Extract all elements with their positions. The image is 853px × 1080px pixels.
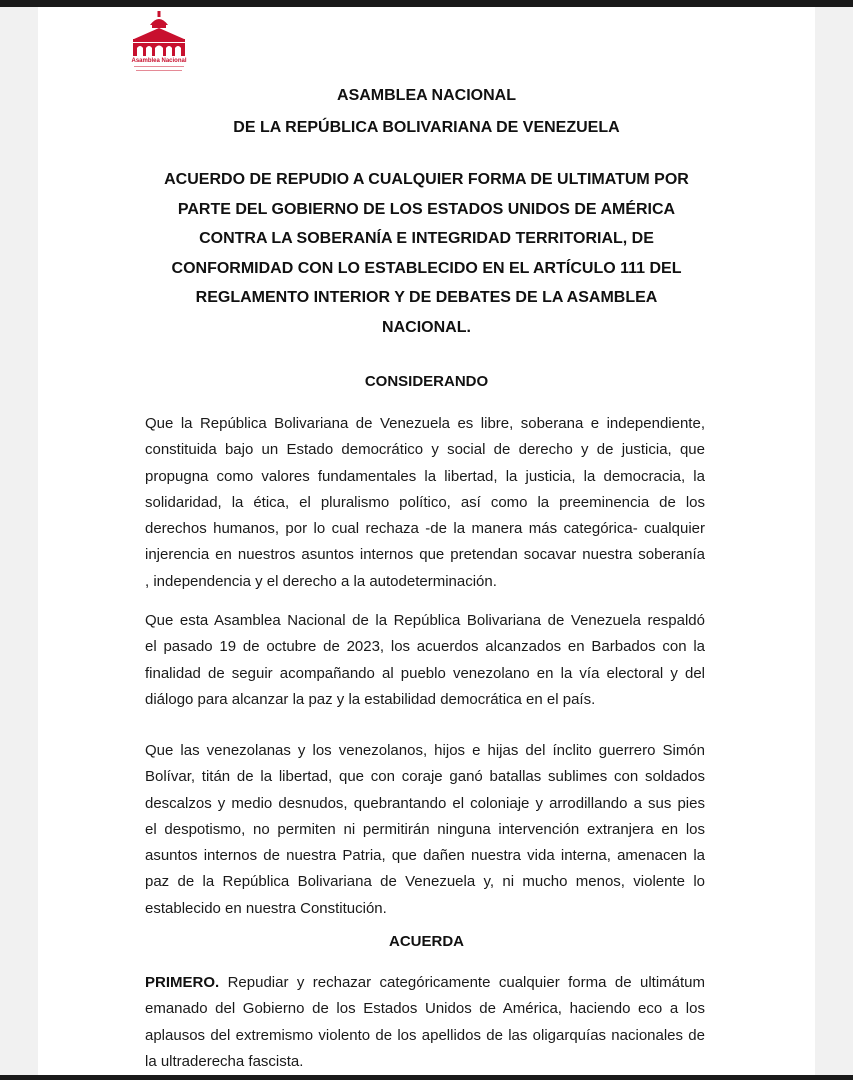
logo-underline [134,66,184,67]
document-title [38,165,815,342]
logo-wordmark: Asamblea Nacional [131,58,187,64]
text-line: constituida bajo un Estado democrático y social de derecho y de justicia, que [145,441,705,459]
title-line: NACIONAL. [382,318,471,336]
considerando-paragraph-1 [145,411,705,595]
acuerda-primero-paragraph [145,970,705,1075]
text-line: propugna como valores fundamentales la libertad, la justicia, la democracia, la [145,467,705,485]
text-line: el pasado 19 de octubre de 2023, los acuerdos alcanzados en Barbados con la [145,638,705,656]
text-line: el despotismo, no permiten ni permitirán ninguna intervención extranjera en los [145,820,705,838]
primero-label: PRIMERO. [145,974,220,991]
text-line: asuntos internos de nuestra Patria, que dañen nuestra vida interna, amenacen la [145,847,705,865]
text-line: , independencia y el derecho a la autodeterminación. [145,572,497,590]
acuerda-heading: ACUERDA [389,933,464,950]
primero-text: Repudiar y rechazar categóricamente cualquier forma de ultimátum [219,974,705,991]
text-line: derechos humanos, por lo cual rechaza -de la manera más categórica- cualquier [145,520,705,538]
bottom-frame-bar [0,1075,853,1080]
text-line [145,970,705,996]
text-line: diálogo para alcanzar la paz y la estabilidad democrática en el país. [145,690,596,708]
title-line: REGLAMENTO INTERIOR Y DE DEBATES DE LA ASAMBLEA [195,289,658,306]
considerando-paragraph-3 [145,738,705,922]
text-line: Que esta Asamblea Nacional de la República Bolivariana de Venezuela respaldó [145,612,705,629]
text-line: Que las venezolanas y los venezolanos, hijos e hijas del ínclito guerrero Simón [145,742,705,759]
top-frame-bar [0,0,853,7]
text-line: solidaridad, la ética, el pluralismo político, así como la preeminencia de los [145,493,705,511]
text-line: Bolívar, titán de la libertad, que con coraje ganó batallas sublimes con soldados [145,768,705,786]
considerando-paragraph-2 [145,608,705,713]
text-line: aplausos del extremismo violento de los apellidos de las oligarquías nacionales de [145,1026,705,1044]
text-line: la ultraderecha fascista. [145,1052,304,1070]
text-line: Que la República Bolivariana de Venezuela es libre, soberana e independiente, [145,415,705,432]
considerando-heading: CONSIDERANDO [364,373,489,390]
text-line: injerencia en nuestros asuntos internos que pretendan socavar nuestra soberanía [145,546,705,564]
title-line: CONTRA LA SOBERANÍA E INTEGRIDAD TERRITORIAL, DE [199,230,654,247]
title-line: ACUERDO DE REPUDIO A CUALQUIER FORMA DE ULTIMATUM POR [164,171,689,188]
text-line: establecido en nuestra Constitución. [145,899,387,917]
logo-underline [136,70,182,71]
title-line: CONFORMIDAD CON LO ESTABLECIDO EN EL ARTÍCULO 111 DEL [171,259,682,277]
text-line: emanado del Gobierno de los Estados Unidos de América, haciendo eco a los [145,1000,705,1018]
text-line: descalzos y medio desnudos, quebrantando el coloniaje y arrodillando a sus pies [145,794,705,812]
asamblea-nacional-logo [128,9,190,77]
text-line: paz de la República Bolivariana de Venezuela y, ni mucho menos, violente lo [145,873,705,891]
institution-subtitle: DE LA REPÚBLICA BOLIVARIANA DE VENEZUELA [233,119,620,136]
title-line: PARTE DEL GOBIERNO DE LOS ESTADOS UNIDOS DE AMÉRICA [177,200,676,218]
capitol-building-icon [128,9,190,59]
document-page [38,7,815,1075]
text-line: finalidad de seguir acompañando al pueblo venezolano en la vía electoral y del [145,664,705,682]
institution-name: ASAMBLEA NACIONAL [337,87,516,104]
